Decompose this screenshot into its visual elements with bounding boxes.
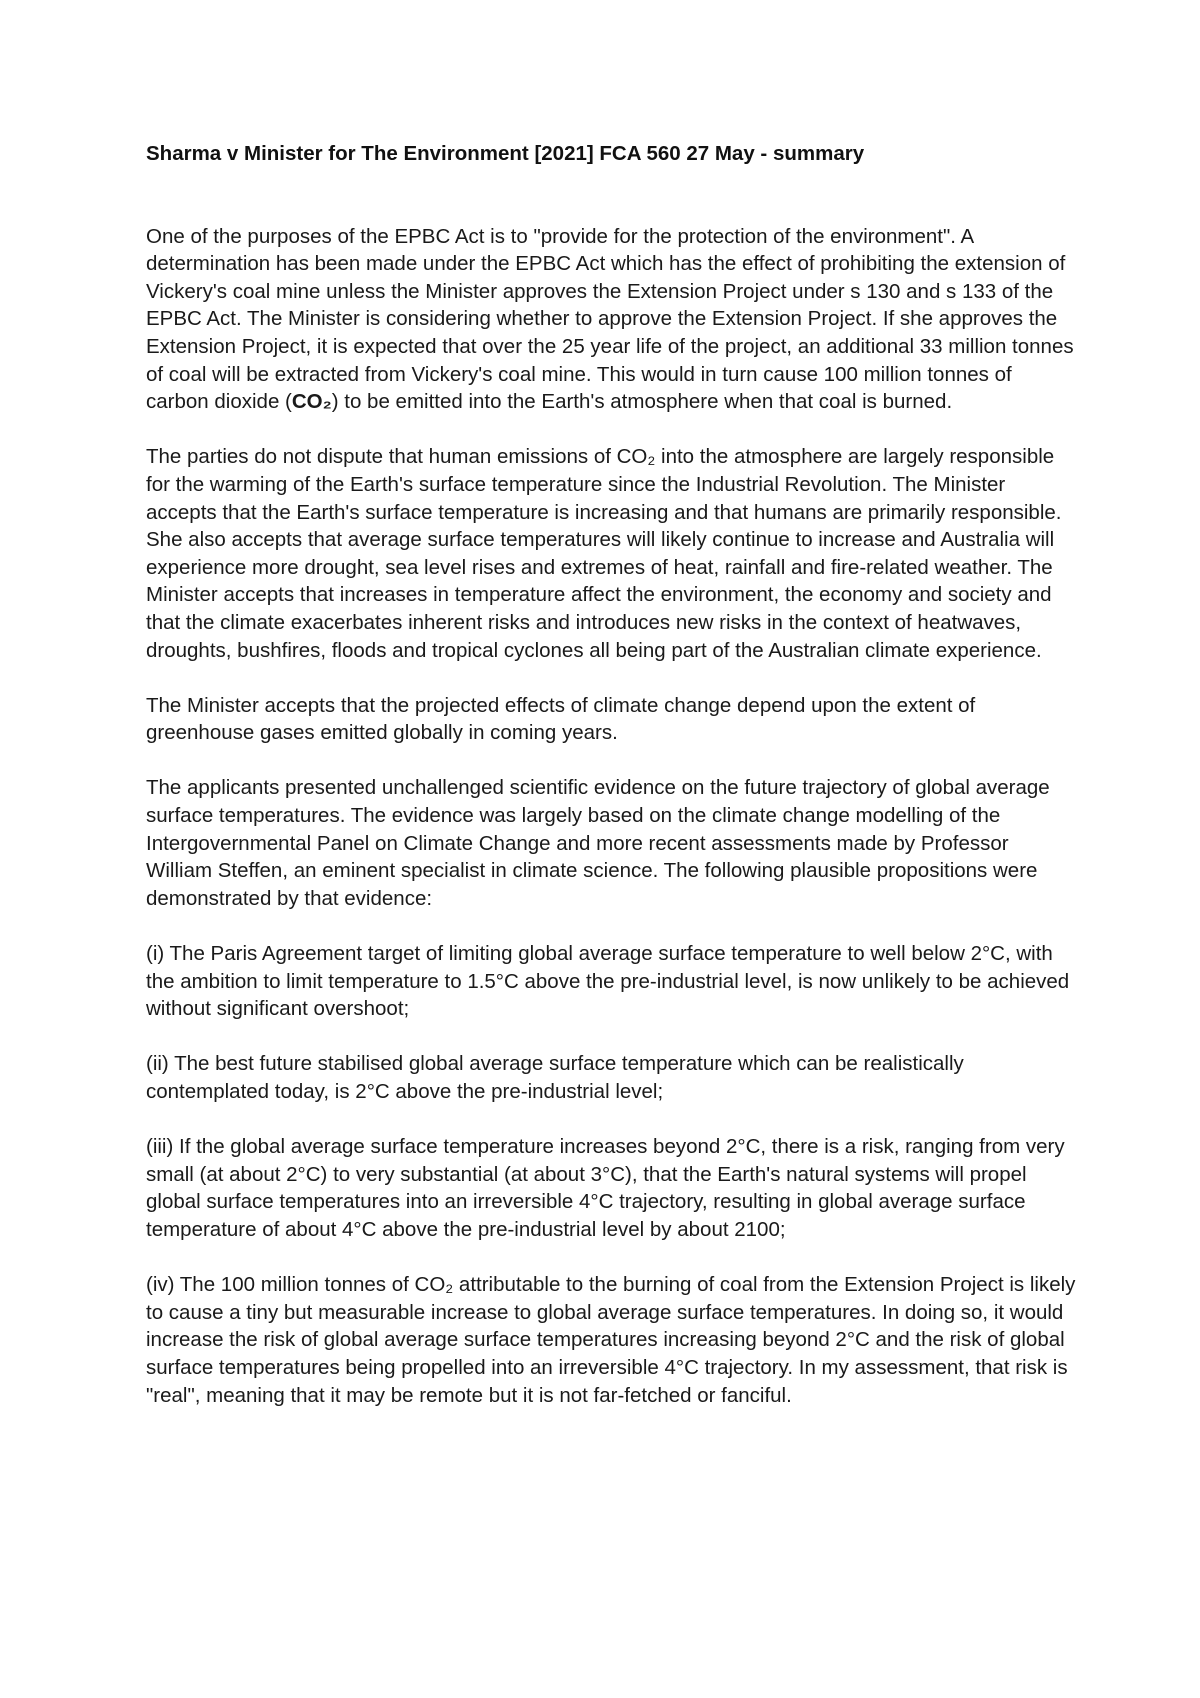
proposition-iii: (iii) If the global average surface temperature increases beyond 2°C, there is a risk, ranging from very small (at about 2°C) to very substantial (at about 3°C), that the Earth's natural systems will propel global surface temperatures into an irreversible 4°C trajectory, resulting in global average surface temperature of about 4°C above the pre-industrial level by about 2100; [146,1135,1065,1241]
proposition-iv: (iv) The 100 million tonnes of CO₂ attributable to the burning of coal from the Extension Project is likely to cause a tiny but measurable increase to global average surface temperatures. In doing so, it would increase the risk of global average surface temperatures increasing beyond 2°C and the risk of global surface temperatures being propelled into an irreversible 4°C trajectory. In my assessment, that risk is "real", meaning that it may be remote but it is not far-fetched or fanciful. [146,1273,1076,1407]
paragraph-text: One of the purposes of the EPBC Act is to "provide for the protection of the environment". A determination has been made under the EPBC Act which has the effect of prohibiting the extension of Vickery's coal mine unless the Minister approves the Extension Project under s 130 and s 133 of the EPBC Act. The Minister is considering whether to approve the Extension Project. If she approves the Extension Project, it is expected that over the 25 year life of the project, an additional 33 million tonnes of coal will be extracted from Vickery's coal mine. This would in turn cause 100 million tonnes of carbon dioxide ( [146,224,1074,414]
document-page [146,140,1076,1437]
proposition-ii: (ii) The best future stabilised global average surface temperature which can be realistically contemplated today, is 2°C above the pre-industrial level; [146,1052,964,1103]
paragraph-minister-accepts: The parties do not dispute that human emissions of CO₂ into the atmosphere are largely responsible for the warming of the Earth's surface temperature since the Industrial Revolution. The Minister accepts that the Earth's surface temperature is increasing and that humans are primarily responsible. She also accepts that average surface temperatures will likely continue to increase and Australia will experience more drought, sea level rises and extremes of heat, rainfall and fire-related weather. The Minister accepts that increases in temperature affect the environment, the economy and society and that the climate exacerbates inherent risks and introduces new risks in the context of heatwaves, droughts, bushfires, floods and tropical cyclones all being part of the Australian climate experience. [146,445,1062,662]
co2-abbreviation: CO₂ [291,390,332,414]
document-title: Sharma v Minister for The Environment [2021] FCA 560 27 May - summary [146,142,865,165]
paragraph-epbc-purpose [146,223,1076,416]
proposition-i: (i) The Paris Agreement target of limiting global average surface temperature to well below 2°C, with the ambition to limit temperature to 1.5°C above the pre-industrial level, is now unlikely to be achieved without significant overshoot; [146,942,1070,1021]
paragraph-scientific-evidence: The applicants presented unchallenged scientific evidence on the future trajectory of global average surface temperatures. The evidence was largely based on the climate change modelling of the Intergovernmental Panel on Climate Change and more recent assessments made by Professor William Steffen, an eminent specialist in climate science. The following plausible propositions were demonstrated by that evidence: [146,776,1050,910]
paragraph-text: ) to be emitted into the Earth's atmosphere when that coal is burned. [331,390,953,414]
paragraph-projected-effects: The Minister accepts that the projected effects of climate change depend upon the extent of greenhouse gases emitted globally in coming years. [146,693,976,745]
